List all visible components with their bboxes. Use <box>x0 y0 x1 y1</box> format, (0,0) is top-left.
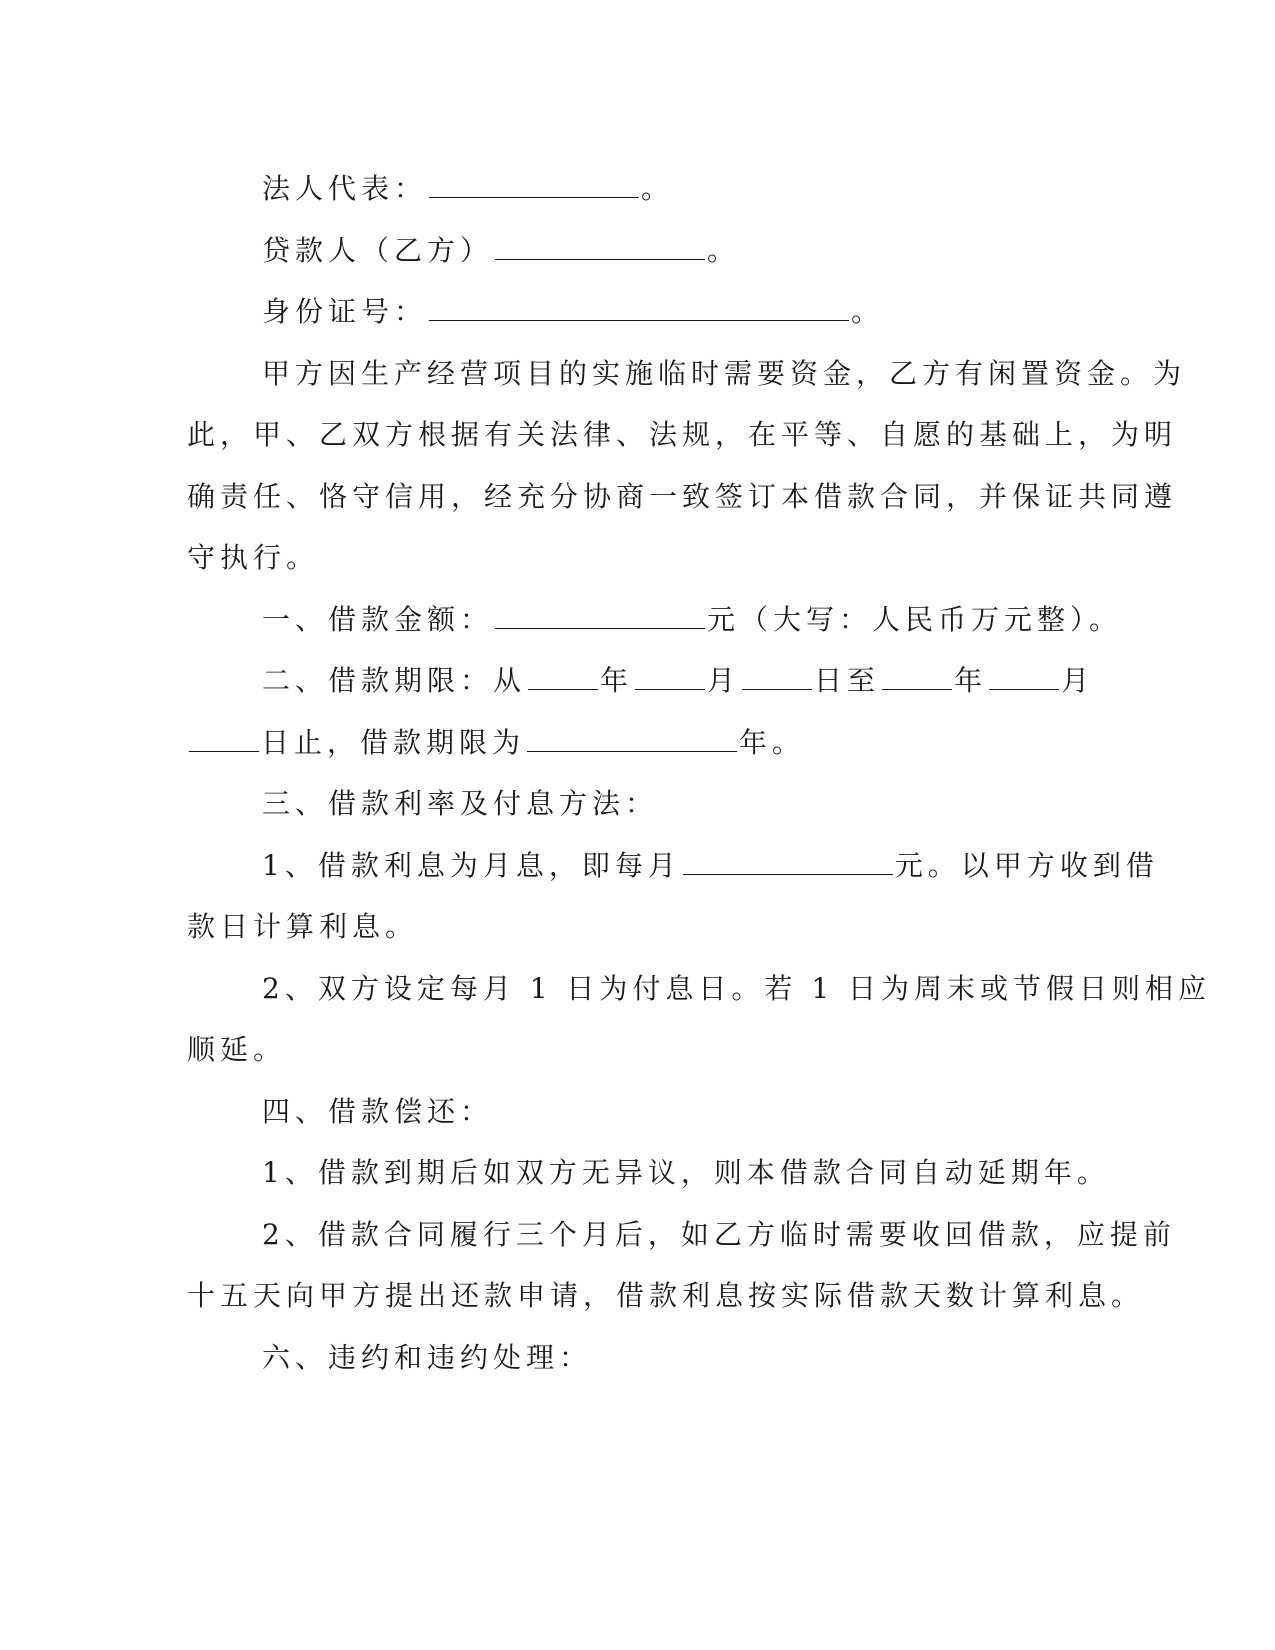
term-year1: 年 <box>600 664 634 697</box>
rate-item-2: 2、双方设定每月 1 日为付息日。若 1 日为周末或节假日则相应 <box>262 971 1212 1005</box>
lender-end: 。 <box>707 233 741 267</box>
term-years-blank <box>527 727 737 752</box>
id-number-line <box>187 281 1077 343</box>
term-month1: 月 <box>707 664 741 697</box>
term-day1-blank <box>742 665 812 690</box>
legal-rep-end: 。 <box>641 172 675 205</box>
term-year-end: 年。 <box>739 725 806 759</box>
contract-body <box>187 158 1212 1388</box>
term-year1-blank <box>528 665 598 690</box>
term-day2-blank <box>189 727 259 752</box>
rate-item-1 <box>187 835 1159 897</box>
lender-line <box>187 220 1077 282</box>
intro-line-3: 确责任、恪守信用，经充分协商一致签订本借款合同，并保证共同遵 <box>187 479 1178 513</box>
repay-heading: 四、借款偿还： <box>262 1094 494 1128</box>
loan-term-line <box>187 650 1095 712</box>
term-day-to: 日至 <box>814 664 881 697</box>
repay-item-2: 2、借款合同履行三个月后，如乙方临时需要收回借款，应提前 <box>262 1217 1176 1251</box>
term-month2-blank <box>989 665 1059 690</box>
rate-item1-a: 1、借款利息为月息，即每月 <box>262 848 681 882</box>
amount-blank <box>495 604 705 629</box>
intro-line-1: 甲方因生产经营项目的实施临时需要资金，乙方有闲置资金。为 <box>262 356 1187 390</box>
id-end: 。 <box>851 295 885 328</box>
breach-heading: 六、违约和违约处理： <box>262 1340 593 1374</box>
monthly-interest-blank <box>683 850 893 875</box>
repay-item-2-cont: 十五天向甲方提出还款申请，借款利息按实际借款天数计算利息。 <box>187 1279 1145 1312</box>
term-label: 二、借款期限：从 <box>262 664 527 697</box>
loan-amount-line <box>187 589 1123 651</box>
amount-label: 一、借款金额： <box>262 602 494 636</box>
loan-term-line-2 <box>187 712 1077 774</box>
rate-item1-b: 元。以甲方收到借 <box>894 848 1159 882</box>
lender-label: 贷款人（乙方） <box>262 233 494 267</box>
id-blank <box>429 296 849 321</box>
legal-rep-label: 法人代表： <box>262 172 428 205</box>
rate-heading: 三、借款利率及付息方法： <box>262 787 659 820</box>
term-year2-blank <box>882 665 952 690</box>
repay-item-1: 1、借款到期后如双方无异议，则本借款合同自动延期年。 <box>262 1156 1110 1189</box>
legal-rep-line <box>187 158 1077 220</box>
term-year2: 年 <box>954 664 988 697</box>
intro-line-2: 此，甲、乙双方根据有关法律、法规，在平等、自愿的基础上，为明 <box>187 418 1178 451</box>
term-month1-blank <box>635 665 705 690</box>
term-day-end: 日止，借款期限为 <box>261 725 526 759</box>
amount-after: 元（大写：人民币万元整）。 <box>707 602 1123 636</box>
legal-rep-blank <box>429 173 639 198</box>
lender-blank <box>495 235 705 260</box>
rate-item-2-cont: 顺延。 <box>187 1033 287 1066</box>
id-label: 身份证号： <box>262 295 428 328</box>
intro-line-4: 守执行。 <box>187 541 320 574</box>
term-month2: 月 <box>1061 664 1095 697</box>
rate-item-1-cont: 款日计算利息。 <box>187 910 419 943</box>
